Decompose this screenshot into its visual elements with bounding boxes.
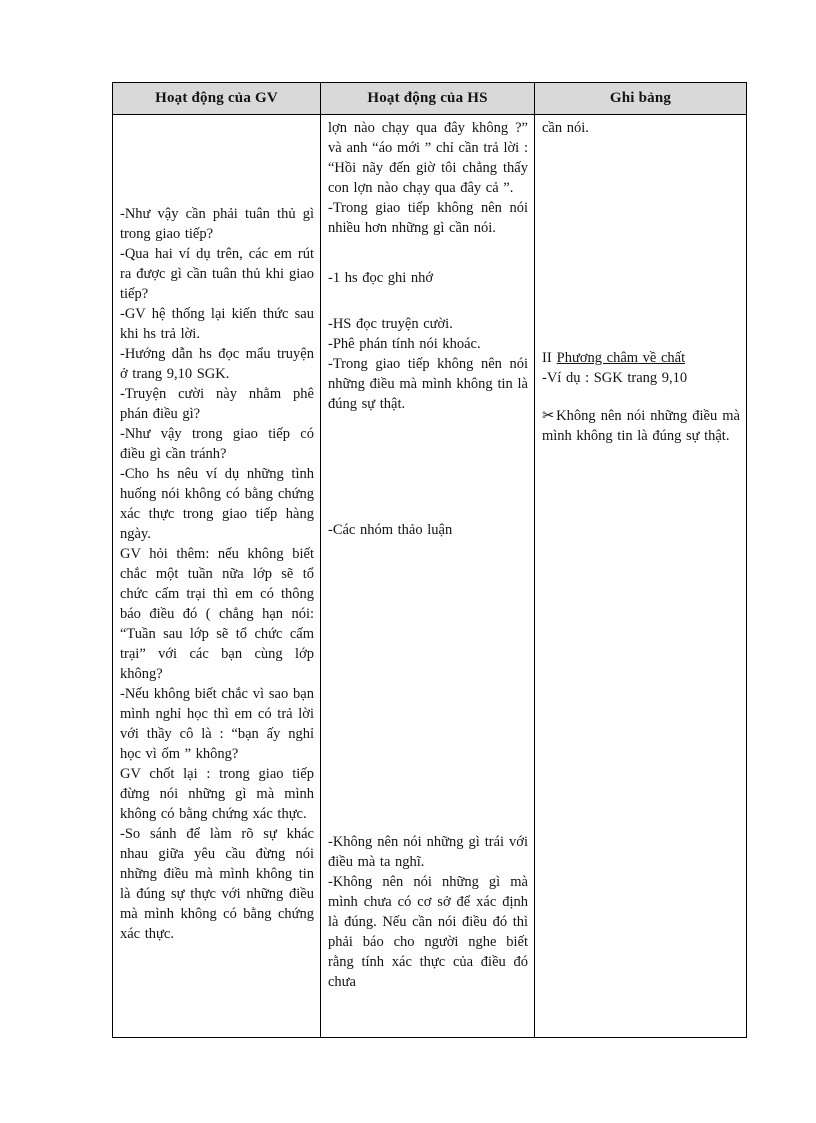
table-header-row (113, 83, 747, 115)
lesson-plan-table (112, 82, 747, 1038)
hs-paragraph: -Phê phán tính nói khoác. (328, 336, 481, 352)
board-heading-number: II (542, 350, 552, 366)
gv-paragraph: -Hướng dẫn hs đọc mẩu truyện ở trang 9,10 SGK. (120, 346, 314, 382)
gv-paragraph: -Truyện cười này nhằm phê phán điều gì? (120, 386, 314, 422)
hs-paragraph: -1 hs đọc ghi nhớ (328, 270, 434, 286)
board-carryover-text: cần nói. (542, 120, 589, 136)
gv-paragraph: -Cho hs nêu ví dụ những tình huống nói không có bằng chứng xác thực trong giao tiếp hàng ngày. (120, 466, 314, 542)
column-header-board: Ghi bảng (535, 83, 747, 115)
gv-paragraph: -GV hệ thống lại kiến thức sau khi hs trả lời. (120, 306, 314, 342)
board-note-text: Không nên nói những điều mà mình không tin là đúng sự thật. (542, 408, 740, 444)
hs-paragraph: -Các nhóm thảo luận (328, 522, 453, 538)
hs-paragraph: -Không nên nói những gì mà mình chưa có cơ sở để xác định là đúng. Nếu cần nói điều đó thì phải báo cho người nghe biết rằng tính xác thực của điều đó chưa (328, 874, 528, 990)
gv-paragraph: -So sánh để làm rõ sự khác nhau giữa yêu cầu đừng nói những điều mà mình không tin là đúng sự thực với những điều mà mình không có bằng chứng xác thực. (120, 826, 314, 942)
table-body-row (113, 115, 747, 1038)
hs-paragraph: lợn nào chạy qua đây không ?” và anh “áo mới ” chỉ cần trả lời : “Hồi nãy đến giờ tôi chẳng thấy con lợn nào chạy qua đây cả ”. (328, 120, 528, 196)
column-header-gv: Hoạt động của GV (113, 83, 321, 115)
gv-paragraph: GV chốt lại : trong giao tiếp đừng nói những gì mà mình không có bằng chứng xác thực. (120, 766, 314, 822)
board-note-line (542, 406, 740, 446)
board-section-heading (542, 348, 740, 368)
scissors-marker-icon: ✂ (542, 408, 555, 424)
gv-paragraph: -Như vậy cần phải tuân thủ gì trong giao tiếp? (120, 206, 314, 242)
gv-paragraph: -Qua hai ví dụ trên, các em rút ra được gì cần tuân thủ khi giao tiếp? (120, 246, 314, 302)
hs-paragraph: -Trong giao tiếp không nên nói nhiều hơn những gì cần nói. (328, 200, 528, 236)
cell-hs-activities (321, 115, 535, 1038)
gv-paragraph: GV hỏi thêm: nếu không biết chắc một tuần nữa lớp sẽ tổ chức cấm trại thì em có thông báo điều đó ( chẳng hạn nói: “Tuần sau lớp sẽ tổ chức cấm trại” với các bạn cùng lớp không? (120, 546, 314, 682)
gv-paragraph: -Như vậy trong giao tiếp có điều gì cần tránh? (120, 426, 314, 462)
hs-paragraph: -Trong giao tiếp không nên nói những điều mà mình không tin là đúng sự thật. (328, 356, 528, 412)
board-example-line: -Ví dụ : SGK trang 9,10 (542, 370, 688, 386)
gv-paragraph: -Nếu không biết chắc vì sao bạn mình nghỉ học thì em có trả lời với thầy cô là : “bạn ấy nghỉ học vì ốm ” không? (120, 686, 314, 762)
board-heading-title: Phương châm về chất (556, 350, 686, 366)
hs-paragraph: -Không nên nói những gì trái với điều mà ta nghĩ. (328, 834, 528, 870)
hs-paragraph: -HS đọc truyện cười. (328, 316, 453, 332)
cell-gv-activities (113, 115, 321, 1038)
cell-board-notes (535, 115, 747, 1038)
column-header-hs: Hoạt động của HS (321, 83, 535, 115)
